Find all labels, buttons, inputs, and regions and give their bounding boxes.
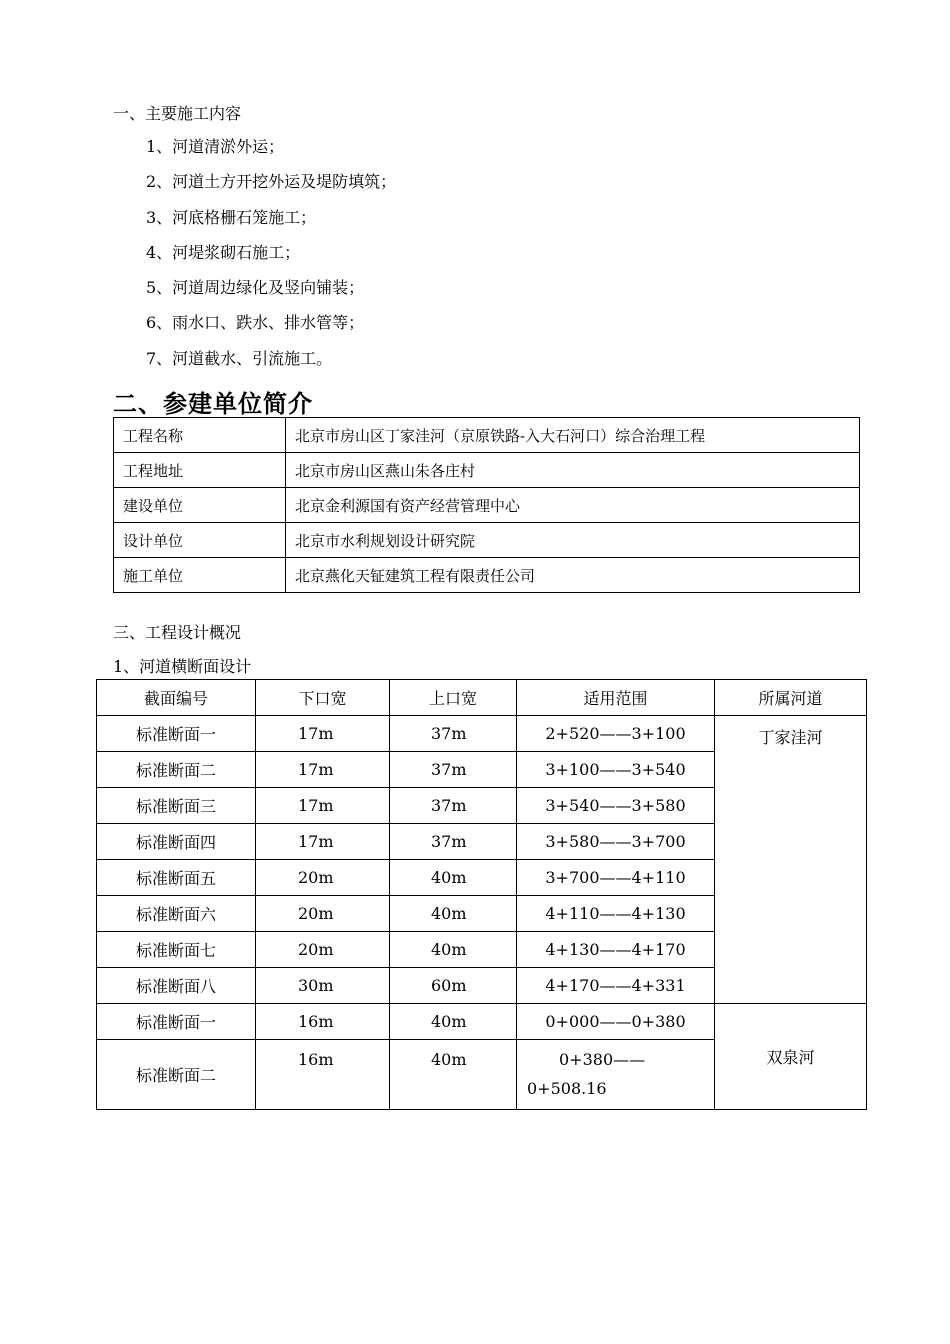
- cell-range: 4+130——4+170: [517, 932, 715, 968]
- section1-title: 一、主要施工内容: [113, 104, 242, 123]
- cell-bottom-width: 20m: [256, 860, 390, 896]
- table-row: [114, 558, 860, 593]
- table-row: [114, 488, 860, 523]
- header-section-id: 截面编号: [97, 680, 256, 716]
- cell-top-width: 60m: [390, 968, 517, 1004]
- cell-bottom-width: 16m: [256, 1004, 390, 1040]
- cell-section-name: 标准断面五: [97, 860, 256, 896]
- cell-section-name: 标准断面六: [97, 896, 256, 932]
- table-row: [114, 453, 860, 488]
- table-cell-value: 北京市房山区燕山朱各庄村: [286, 453, 860, 488]
- list-item: 5、河道周边绿化及竖向铺装；: [146, 278, 365, 298]
- list-item: 2、河道土方开挖外运及堤防填筑；: [146, 172, 397, 192]
- cell-bottom-width: 30m: [256, 968, 390, 1004]
- construction-content-list: [146, 135, 396, 382]
- cell-section-name: 标准断面一: [97, 716, 256, 752]
- cell-range: 3+100——3+540: [517, 752, 715, 788]
- cell-range: [517, 1040, 715, 1110]
- cell-bottom-width: 17m: [256, 752, 390, 788]
- cell-bottom-width: 20m: [256, 932, 390, 968]
- cell-section-name: 标准断面二: [97, 1040, 256, 1110]
- table-cell-key: 施工单位: [114, 558, 286, 593]
- cell-section-name: 标准断面二: [97, 752, 256, 788]
- cell-top-width: 37m: [390, 824, 517, 860]
- header-top-width: 上口宽: [390, 680, 517, 716]
- list-item: 3、河底格栅石笼施工；: [146, 207, 317, 227]
- participants-table: [113, 417, 860, 593]
- cell-top-width: 37m: [390, 716, 517, 752]
- table-cell-key: 建设单位: [114, 488, 286, 523]
- cell-section-name: 标准断面七: [97, 932, 256, 968]
- cell-top-width: 40m: [390, 1004, 517, 1040]
- table-cell-key: 工程地址: [114, 453, 286, 488]
- header-range: 适用范围: [517, 680, 715, 716]
- table-row: [97, 716, 867, 752]
- cell-top-width: 40m: [390, 1040, 517, 1110]
- table-cell-key: 工程名称: [114, 418, 286, 453]
- section3-title: 三、工程设计概况: [113, 623, 242, 642]
- range-line-2: 0+508.16: [527, 1079, 607, 1098]
- section3-subtitle: 1、河道横断面设计: [113, 657, 252, 676]
- cell-section-name: 标准断面一: [97, 1004, 256, 1040]
- table-row: [114, 523, 860, 558]
- table-cell-value: 北京金利源国有资产经营管理中心: [286, 488, 860, 523]
- table-cell-value: 北京市房山区丁家洼河（京原铁路-入大石河口）综合治理工程: [286, 418, 860, 453]
- list-item: 1、河道清淤外运；: [146, 137, 285, 156]
- table-header-row: [97, 680, 867, 716]
- list-item: 7、河道截水、引流施工。: [146, 348, 333, 368]
- cell-top-width: 37m: [390, 752, 517, 788]
- cell-bottom-width: 17m: [256, 824, 390, 860]
- cell-bottom-width: 20m: [256, 896, 390, 932]
- table-row: [97, 1004, 867, 1040]
- header-bottom-width: 下口宽: [256, 680, 390, 716]
- header-river: 所属河道: [715, 680, 867, 716]
- cell-section-name: 标准断面八: [97, 968, 256, 1004]
- cell-river-dingjiawa: 丁家洼河: [715, 716, 867, 1004]
- cell-bottom-width: 16m: [256, 1040, 390, 1110]
- cell-range: 3+580——3+700: [517, 824, 715, 860]
- cell-section-name: 标准断面三: [97, 788, 256, 824]
- cell-river-shuangquan: 双泉河: [715, 1004, 867, 1110]
- list-item: 4、河堤浆砌石施工；: [146, 242, 301, 262]
- cell-section-name: 标准断面四: [97, 824, 256, 860]
- range-line-1: 0+380——: [559, 1050, 646, 1069]
- cell-range: 3+540——3+580: [517, 788, 715, 824]
- cell-range: 4+170——4+331: [517, 968, 715, 1004]
- cell-bottom-width: 17m: [256, 788, 390, 824]
- cell-bottom-width: 17m: [256, 716, 390, 752]
- cell-range: 3+700——4+110: [517, 860, 715, 896]
- cell-top-width: 37m: [390, 788, 517, 824]
- cross-section-table: [96, 679, 867, 1110]
- list-item: 6、雨水口、跌水、排水管等；: [146, 313, 365, 333]
- table-cell-key: 设计单位: [114, 523, 286, 558]
- table-cell-value: 北京市水利规划设计研究院: [286, 523, 860, 558]
- table-cell-value: 北京燕化天钲建筑工程有限责任公司: [286, 558, 860, 593]
- cell-top-width: 40m: [390, 860, 517, 896]
- cell-top-width: 40m: [390, 932, 517, 968]
- cell-top-width: 40m: [390, 896, 517, 932]
- section2-title: 二、参建单位简介: [113, 390, 313, 418]
- cell-range: 0+000——0+380: [517, 1004, 715, 1040]
- cell-range: 2+520——3+100: [517, 716, 715, 752]
- cell-range: 4+110——4+130: [517, 896, 715, 932]
- table-row: [114, 418, 860, 453]
